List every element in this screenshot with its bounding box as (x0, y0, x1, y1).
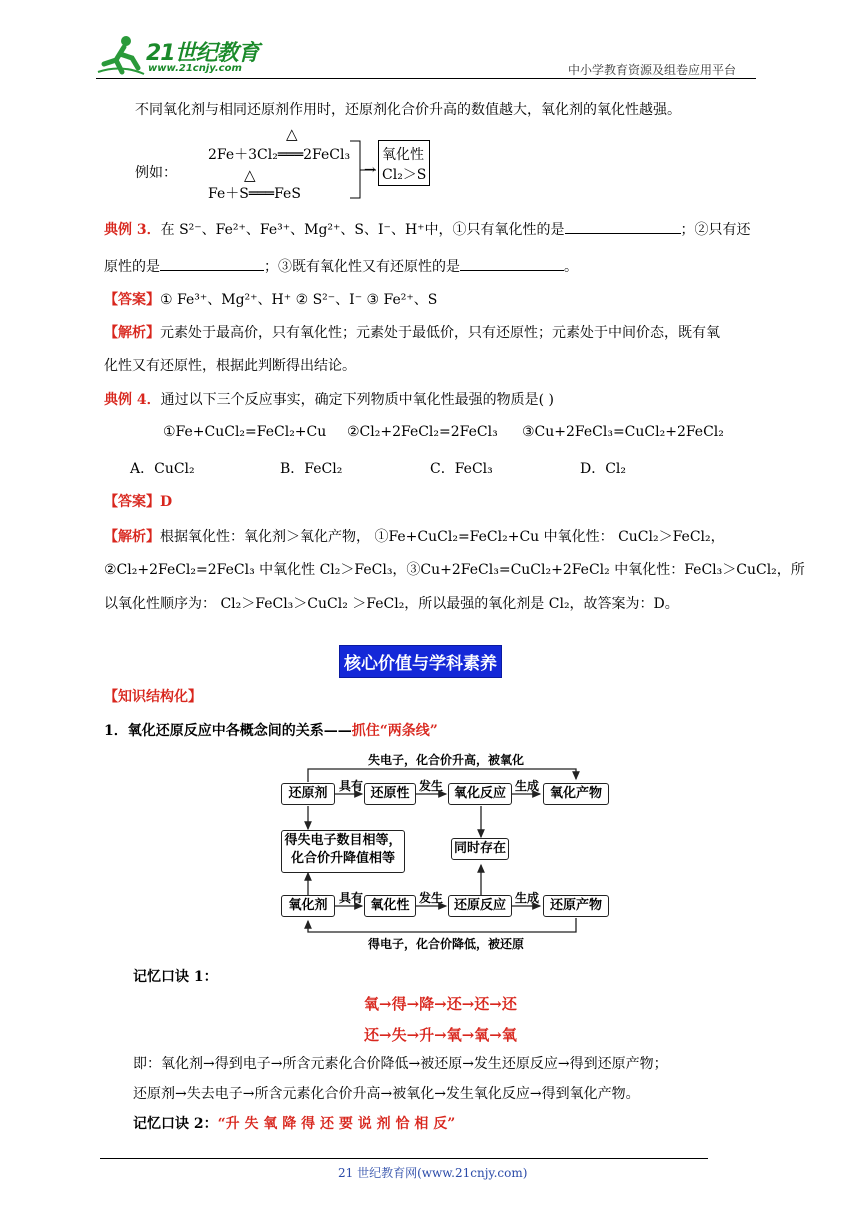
logo-runner-icon (96, 34, 146, 76)
verb-undergoes-1: 发生 (419, 779, 444, 793)
example3-question-line2a: 原性的是 (104, 259, 160, 275)
example3-answer-label: 【答案】 (104, 292, 160, 308)
example4-analysis-text1: 根据氧化性：氧化剂＞氧化产物， ①Fe+CuCl₂=FeCl₂+Cu 中氧化性： CuCl₂＞FeCl₂， (160, 529, 725, 545)
diagram-bottom-label: 得电子，化合价降低，被还原 (368, 937, 525, 951)
reaction-1: ①Fe+CuCl₂=FeCl₂+Cu (163, 424, 327, 440)
example3-analysis-text1: 元素处于最高价，只有氧化性；元素处于最低价，只有还原性；元素处于中间价态，既有氧 (160, 325, 720, 341)
mnemonic-label-2: 记忆口诀 2： (133, 1116, 218, 1132)
example4-label: 典例 4． (104, 392, 161, 408)
box-coexist: 同时存在 (451, 838, 509, 860)
box-oxidation-reaction: 氧化反应 (448, 783, 512, 805)
mnemonic-line-2: 还→失→升→氧→氧→氧 (364, 1026, 517, 1044)
example4-analysis-line1 (104, 526, 725, 546)
electron-balance-line2: 化合价升降值相等 (290, 851, 395, 866)
triangle-mark-1: △ (286, 125, 298, 143)
example3-label: 典例 3． (104, 222, 161, 238)
example3-analysis-label: 【解析】 (104, 325, 160, 341)
verb-produces-1: 生成 (515, 779, 540, 793)
item1-prefix: 1．氧化还原反应中各概念间的关系—— (104, 723, 352, 739)
logo-url: www.21cnjy.com (148, 63, 242, 74)
equation-2: Fe＋S═══FeS (208, 186, 301, 202)
example3-answer-text: ① Fe³⁺、Mg²⁺、H⁺ ② S²⁻、I⁻ ③ Fe²⁺、S (160, 292, 438, 308)
triangle-mark-2: △ (244, 166, 256, 184)
blank-3[interactable] (460, 256, 564, 271)
rule-text: 不同氧化剂与相同还原剂作用时，还原剂化合价升高的数值越大，氧化剂的氧化性越强。 (135, 102, 681, 118)
footer-text[interactable]: 21 世纪教育网(www.21cnjy.com) (338, 1166, 528, 1180)
option-b[interactable]: B．FeCl₂ (280, 461, 343, 477)
reaction-2: ②Cl₂+2FeCl₂=2FeCl₃ (347, 424, 498, 440)
example3-analysis-line2: 化性又有还原性，根据此判断得出结论。 (104, 358, 356, 374)
verb-has-2: 具有 (339, 891, 364, 905)
box-oxidation-product: 氧化产物 (543, 783, 609, 805)
option-c[interactable]: C．FeCl₃ (430, 461, 493, 477)
knowledge-label: 【知识结构化】 (104, 689, 202, 705)
example-label: 例如： (135, 165, 177, 181)
reaction-3: ③Cu+2FeCl₃=CuCl₂+2FeCl₂ (522, 424, 724, 440)
arrow-icon: → (364, 162, 376, 178)
mnemonic-line-1: 氧→得→降→还→还→还 (364, 995, 517, 1013)
example4-answer-text: D (160, 494, 173, 510)
option-a[interactable]: A．CuCl₂ (130, 461, 195, 477)
item1-highlight: 抓住“两条线” (351, 723, 438, 739)
option-d[interactable]: D．Cl₂ (580, 461, 627, 477)
example3-answer (104, 289, 437, 309)
electron-balance-line1: 得失电子数目相等， (284, 833, 402, 848)
example3-question-part2: ；②只有还 (680, 222, 751, 238)
example4-answer-label: 【答案】 (104, 494, 160, 510)
mnemonic-line-3: “升 失 氧 降 得 还 要 说 剂 恰 相 反” (217, 1116, 456, 1132)
mnemonic-label-1: 记忆口诀 1： (133, 969, 218, 985)
box-oxidizability: 氧化性 (364, 895, 416, 917)
logo-text: 21世纪教育 (146, 41, 259, 66)
example3-analysis-line1 (104, 322, 720, 342)
example4-analysis-line2: ②Cl₂+2FeCl₂=2FeCl₃ 中氧化性 Cl₂＞FeCl₃，③Cu+2FeCl₃=CuCl₂+2FeCl₂ 中氧化性：FeCl₃＞CuCl₂，所 (104, 562, 805, 578)
diagram-top-label: 失电子，化合价升高，被氧化 (368, 753, 525, 767)
footer-divider (100, 1158, 708, 1159)
box-oxidizing-agent: 氧化剂 (281, 895, 335, 917)
box-reduction-product: 还原产物 (543, 895, 609, 917)
example4-question (104, 389, 554, 409)
box-reduction-reaction: 还原反应 (448, 895, 512, 917)
oxidizing-box-line2: Cl₂＞S (382, 167, 427, 183)
box-electron-balance (281, 830, 405, 873)
blank-1[interactable] (565, 219, 681, 234)
example3-question-line1 (104, 219, 751, 239)
example3-question-line2b: ；③既有氧化性又有还原性的是 (264, 259, 460, 275)
verb-produces-2: 生成 (515, 891, 540, 905)
example4-analysis-label: 【解析】 (104, 529, 160, 545)
equation-1: 2Fe＋3Cl₂═══2FeCl₃ (208, 147, 351, 163)
oxidizing-box-line1: 氧化性 (382, 147, 424, 163)
example4-answer (104, 491, 172, 511)
box-reducibility: 还原性 (364, 783, 416, 805)
mnemonic-2 (133, 1113, 455, 1133)
example4-question-text: 通过以下三个反应事实，确定下列物质中氧化性最强的物质是( ) (160, 392, 554, 408)
header-right-text: 中小学教育资源及组卷应用平台 (568, 63, 737, 77)
header-divider (96, 78, 756, 79)
example3-question-part1: 在 S²⁻、Fe²⁺、Fe³⁺、Mg²⁺、S、I⁻、H⁺中，①只有氧化性的是 (160, 222, 565, 238)
blank-2[interactable] (160, 256, 264, 271)
item1-title (104, 720, 438, 740)
mnemonic-explain-2: 还原剂→失去电子→所含元素化合价升高→被氧化→发生氧化反应→得到氧化产物。 (133, 1086, 640, 1102)
example3-question-line2 (104, 256, 578, 276)
example3-question-line2c: 。 (564, 259, 578, 275)
verb-undergoes-2: 发生 (419, 891, 444, 905)
mnemonic-explain-1: 即：氧化剂→得到电子→所含元素化合价降低→被还原→发生还原反应→得到还原产物； (133, 1056, 668, 1072)
example4-analysis-line3: 以氧化性顺序为： Cl₂＞FeCl₃＞CuCl₂ ＞FeCl₂，所以最强的氧化剂是 Cl₂，故答案为：D。 (104, 596, 679, 612)
verb-has-1: 具有 (339, 779, 364, 793)
section-banner: 核心价值与学科素养 (339, 645, 502, 678)
box-reducing-agent: 还原剂 (281, 783, 335, 805)
